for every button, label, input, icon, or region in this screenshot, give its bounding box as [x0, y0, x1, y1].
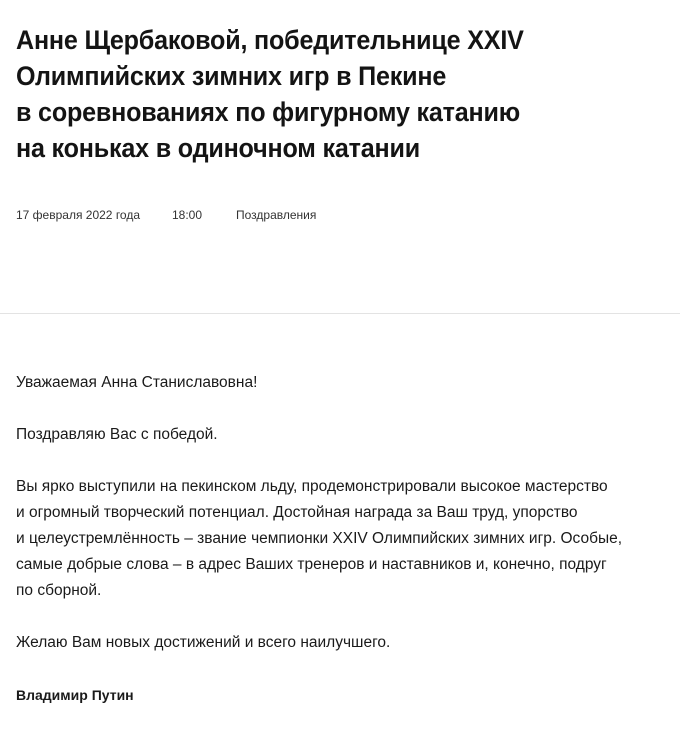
paragraph-line: по сборной. [16, 582, 102, 599]
paragraph-line: самые добрые слова – в адрес Ваших тренеров и наставников и, конечно, подруг [16, 556, 607, 573]
article-meta [16, 208, 664, 222]
paragraph-line: Вы ярко выступили на пекинском льду, продемонстрировали высокое мастерство [16, 478, 608, 495]
wishes-paragraph: Желаю Вам новых достижений и всего наилучшего. [16, 634, 391, 651]
article-header [0, 0, 680, 313]
signature: Владимир Путин [16, 687, 134, 703]
title-line: на коньках в одиночном катании [16, 133, 420, 163]
title-line: в соревнованиях по фигурному катанию [16, 97, 521, 127]
title-line: Олимпийских зимних игр в Пекине [16, 61, 447, 91]
article-title [16, 22, 574, 166]
congrats-paragraph: Поздравляю Вас с победой. [16, 426, 218, 443]
category-link[interactable]: Поздравления [236, 208, 317, 222]
greeting-paragraph: Уважаемая Анна Станиславовна! [16, 374, 258, 391]
publish-date: 17 февраля 2022 года [16, 208, 141, 222]
main-paragraph [16, 474, 664, 604]
paragraph-line: и огромный творческий потенциал. Достойная награда за Ваш труд, упорство [16, 504, 578, 521]
article-body [0, 314, 680, 708]
publish-time: 18:00 [172, 208, 203, 222]
title-line: Анне Щербаковой, победительнице XXIV [16, 25, 524, 55]
paragraph-line: и целеустремлённость – звание чемпионки XXIV Олимпийских зимних игр. Особые, [16, 530, 623, 547]
